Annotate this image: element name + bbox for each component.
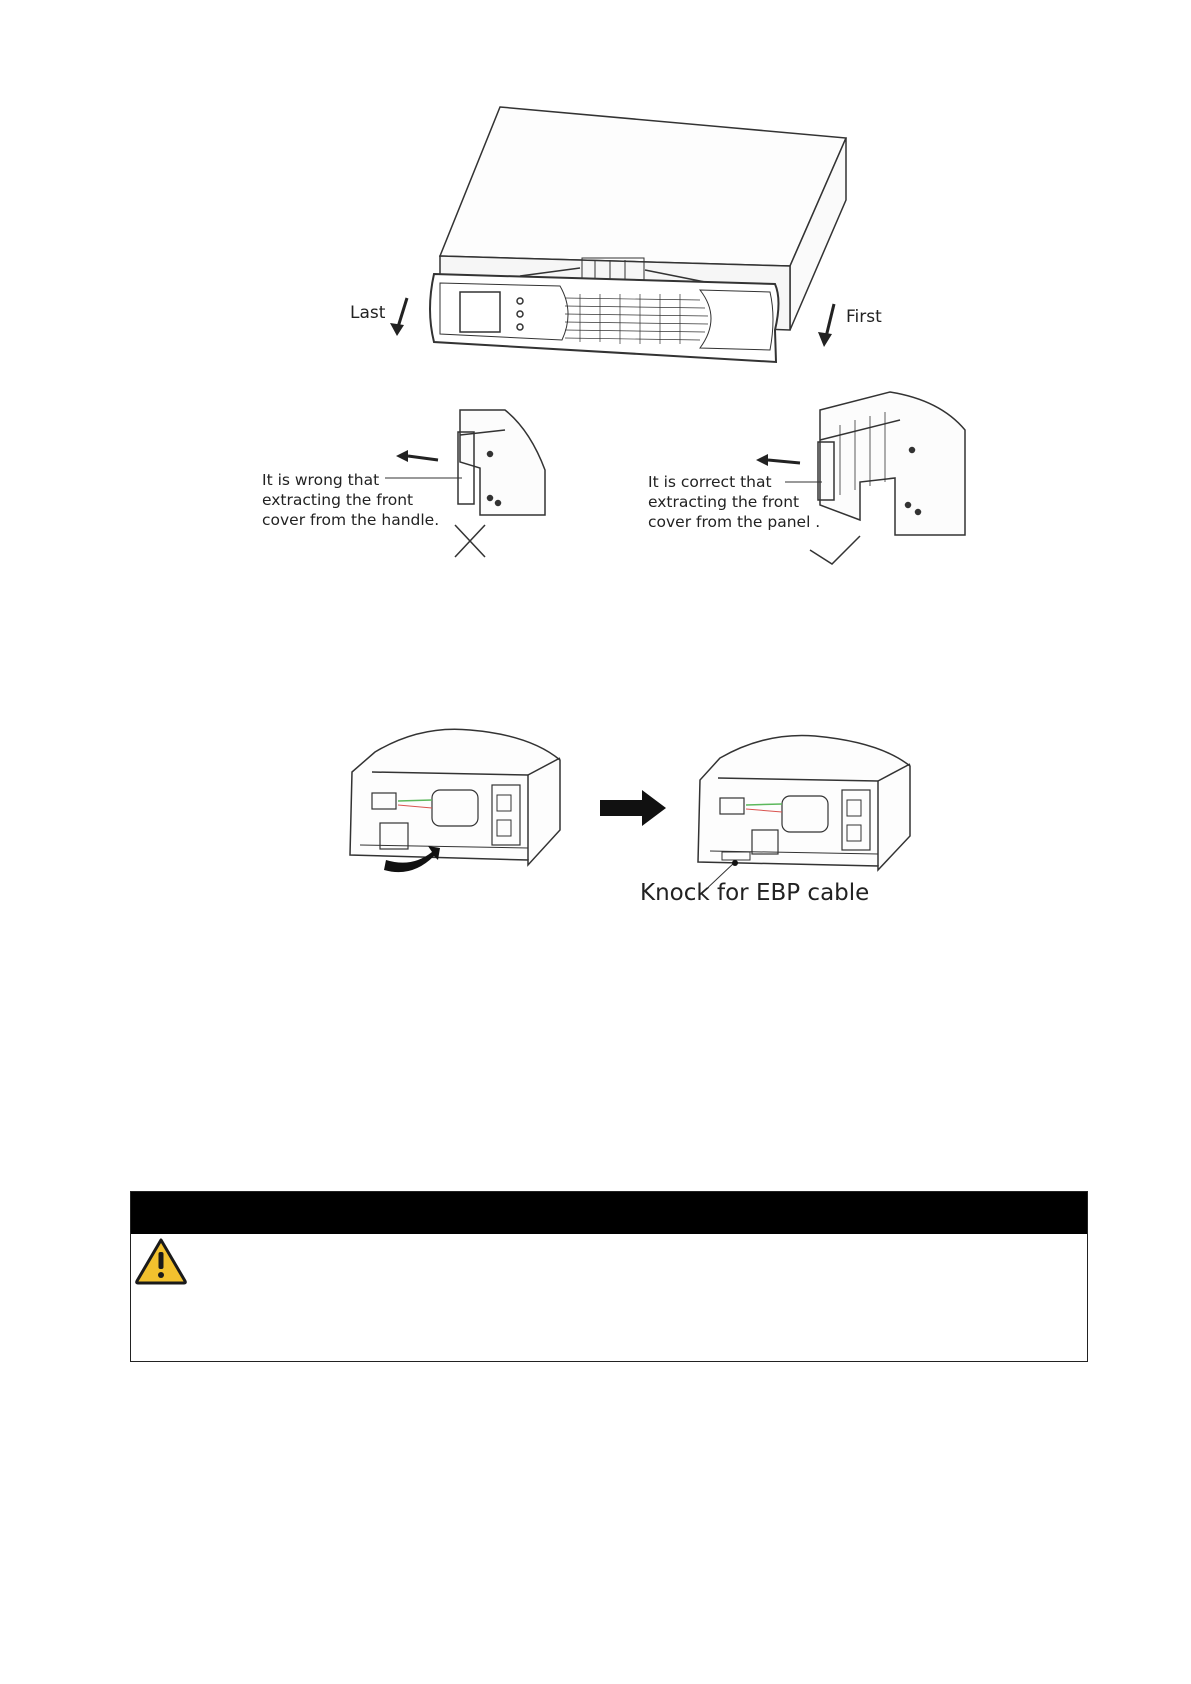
warning-header-bar bbox=[131, 1192, 1087, 1234]
correct-method-caption: It is correct that extracting the front cover from the panel . bbox=[648, 473, 821, 531]
label-first: First bbox=[846, 307, 882, 327]
warning-triangle-icon bbox=[134, 1237, 188, 1285]
label-last: Last bbox=[350, 303, 386, 323]
wrong-method-caption: It is wrong that extracting the front cover from the handle. bbox=[262, 471, 440, 529]
warning-box bbox=[130, 1191, 1088, 1362]
knock-ebp-caption: Knock for EBP cable bbox=[640, 880, 870, 906]
